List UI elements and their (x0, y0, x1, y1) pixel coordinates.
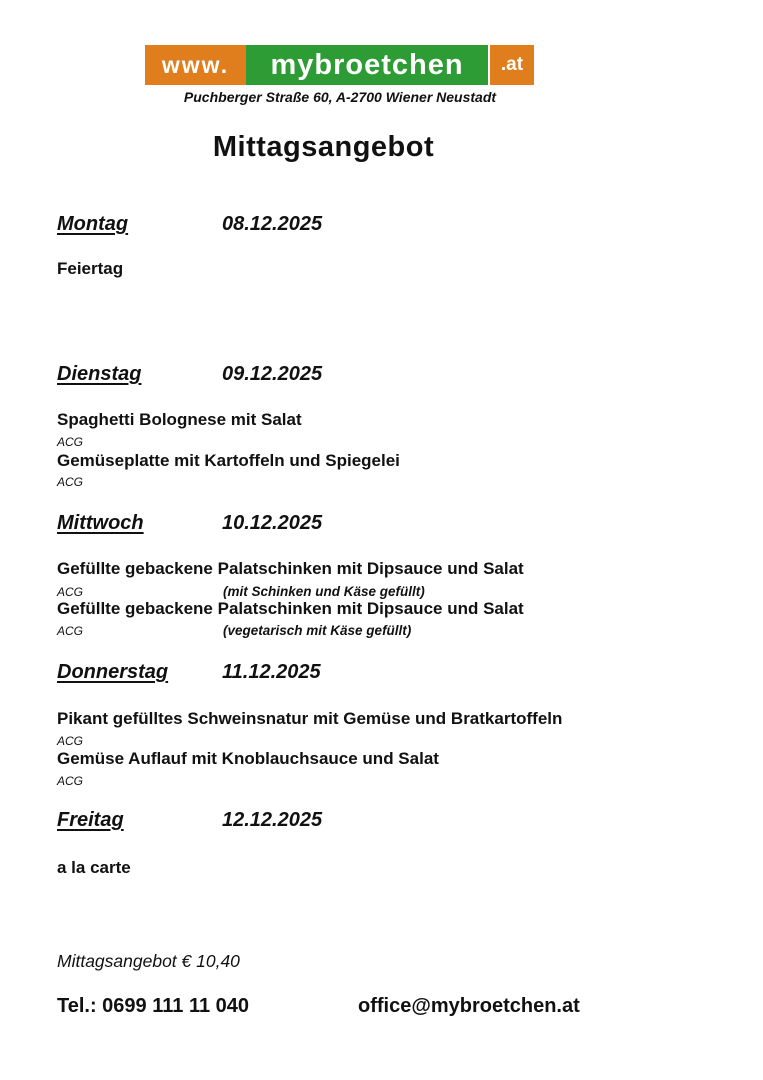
menu-item: a la carte (57, 858, 131, 877)
day-name: Freitag (57, 809, 124, 831)
menu-item: Gemüse Auflauf mit Knoblauchsauce und Salat (57, 749, 439, 768)
day-header-dienstag (57, 362, 323, 386)
day-date: 09.12.2025 (222, 363, 323, 385)
allergen-row (57, 623, 617, 639)
logo-tld-segment: .at (490, 45, 534, 85)
day-name: Montag (57, 213, 129, 235)
allergen-code: ACG (57, 435, 84, 449)
logo-brand-segment: mybroetchen (246, 45, 488, 85)
page-title: Mittagsangebot (212, 131, 435, 163)
email-address: office@mybroetchen.at (358, 995, 580, 1017)
allergen-row (57, 434, 617, 450)
menu-item: Pikant gefülltes Schweinsnatur mit Gemüse und Bratkartoffeln (57, 709, 563, 728)
item-note: (mit Schinken und Käse gefüllt) (223, 584, 425, 599)
allergen-code: ACG (57, 624, 84, 638)
item-note: (vegetarisch mit Käse gefüllt) (223, 623, 412, 638)
allergen-row (57, 474, 617, 490)
price-line: Mittagsangebot € 10,40 (57, 951, 240, 971)
day-name: Dienstag (57, 363, 142, 385)
day-header-montag (57, 212, 323, 236)
menu-item: Gefüllte gebackene Palatschinken mit Dipsauce und Salat (57, 559, 524, 578)
day-date: 08.12.2025 (222, 213, 323, 235)
allergen-row (57, 733, 617, 749)
day-date: 11.12.2025 (222, 661, 321, 683)
day-header-freitag (57, 808, 323, 832)
menu-item: Feiertag (57, 259, 124, 278)
allergen-code: ACG (57, 774, 84, 788)
contact-row (57, 994, 580, 1018)
menu-item: Spaghetti Bolognese mit Salat (57, 410, 302, 429)
day-date: 12.12.2025 (222, 809, 323, 831)
day-date: 10.12.2025 (222, 512, 323, 534)
day-header-mittwoch (57, 511, 323, 535)
phone-number: Tel.: 0699 111 11 040 (57, 995, 250, 1017)
allergen-code: ACG (57, 734, 84, 748)
day-name: Mittwoch (57, 512, 144, 534)
menu-item: Gemüseplatte mit Kartoffeln und Spiegelei (57, 451, 400, 470)
street-address: Puchberger Straße 60, A-2700 Wiener Neustadt (183, 89, 497, 105)
menu-item: Gefüllte gebackene Palatschinken mit Dipsauce und Salat (57, 599, 524, 618)
allergen-row (57, 773, 617, 789)
site-logo (145, 45, 534, 85)
day-name: Donnerstag (57, 661, 169, 683)
logo-www-segment: www. (145, 45, 246, 85)
allergen-code: ACG (57, 475, 84, 489)
day-header-donnerstag (57, 660, 321, 684)
allergen-row (57, 584, 617, 600)
allergen-code: ACG (57, 585, 84, 599)
